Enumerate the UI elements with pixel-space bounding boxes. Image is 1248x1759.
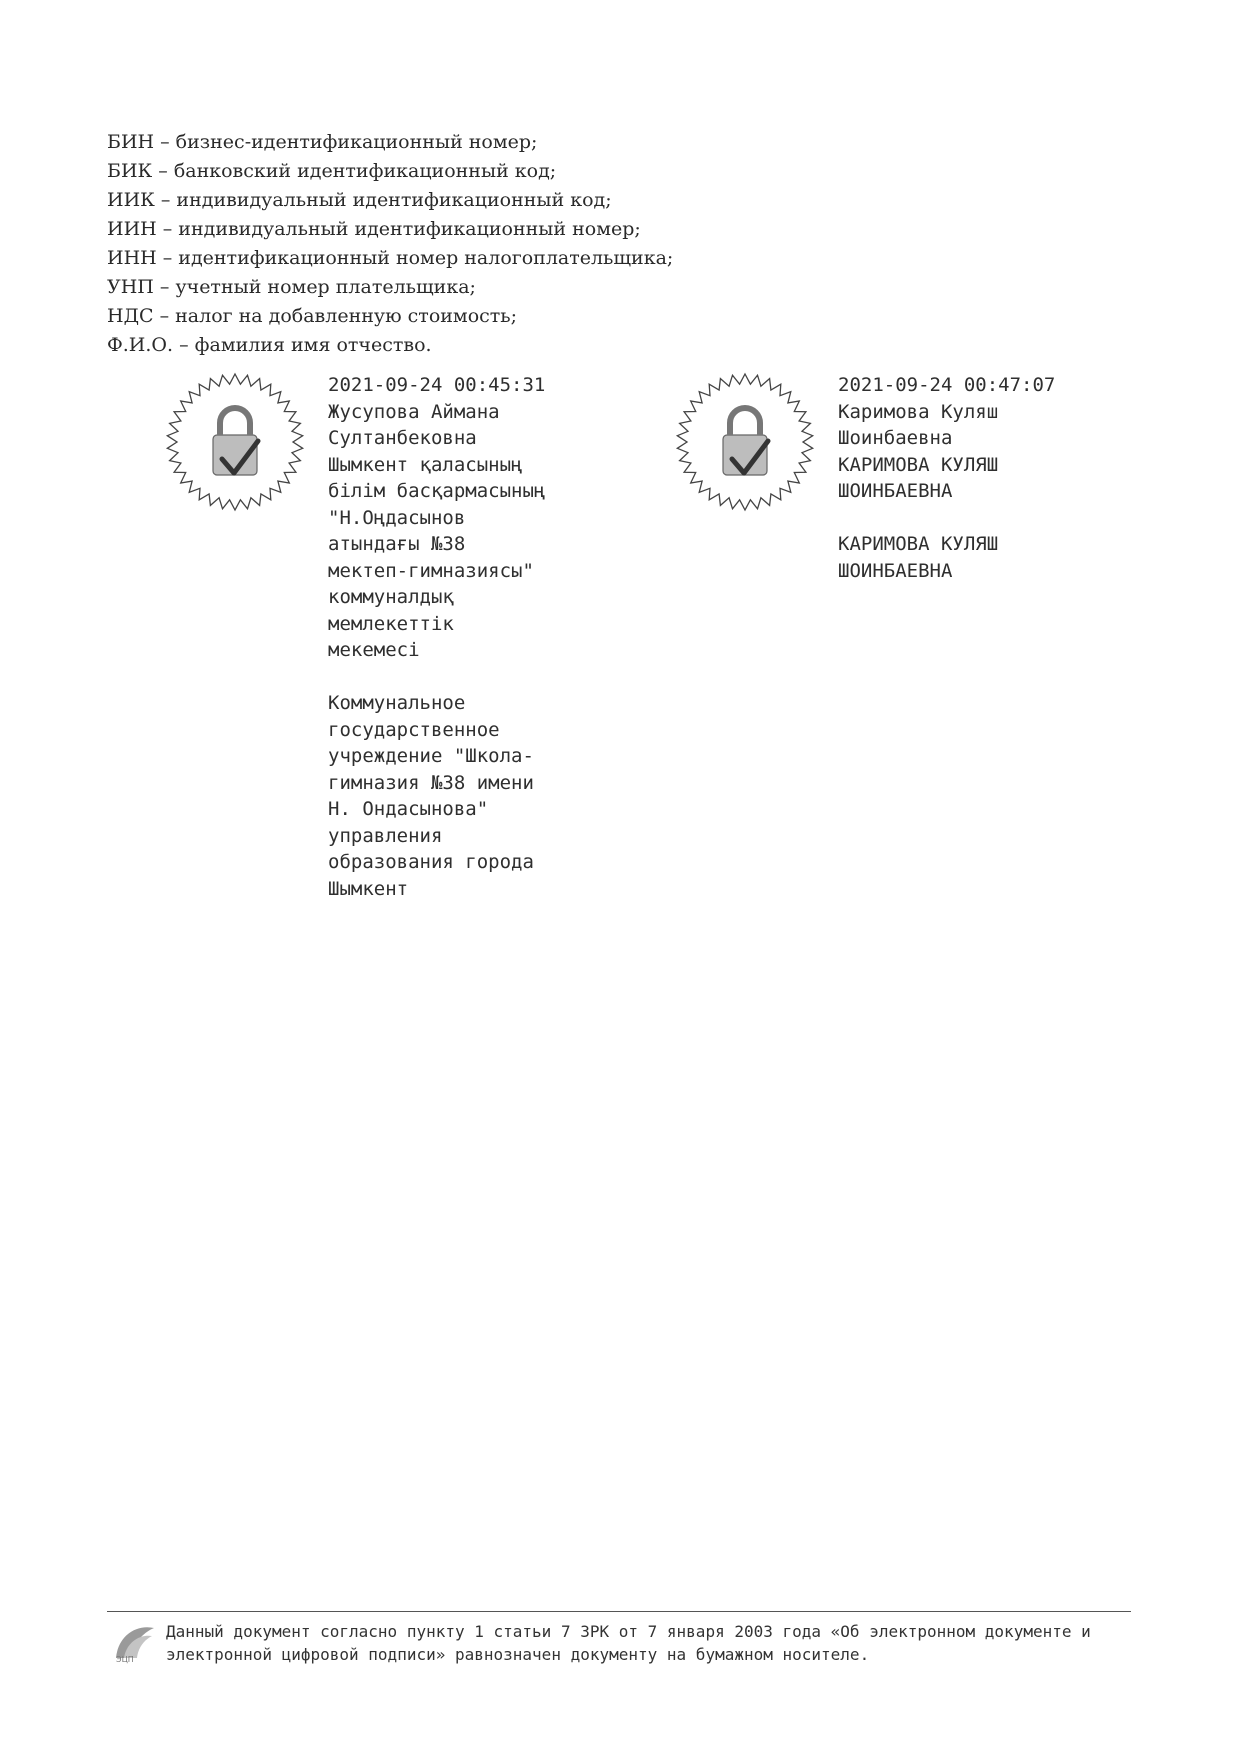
signature-line: мектеп-гимназиясы" <box>328 559 534 582</box>
spacer <box>328 664 568 691</box>
footer-line: электронной цифровой подписи» равнозначен документу на бумажном носителе. <box>166 1645 870 1664</box>
svg-text:ЭЦП: ЭЦП <box>116 1655 134 1664</box>
abbreviation-item: БИН – бизнес-идентификационный номер; <box>107 131 538 153</box>
signature-line: Шымкент қаласының <box>328 453 523 476</box>
signature-line: Шымкент <box>328 877 409 900</box>
footer-line: Данный документ согласно пункту 1 статьи 7 ЗРК от 7 января 2003 года «Об электронном документе и <box>166 1622 1091 1641</box>
signature-line: Шоинбаевна <box>838 427 953 449</box>
abbreviation-item: УНП – учетный номер плательщика; <box>107 276 476 298</box>
signature-line: Жусупова Аймана <box>328 400 500 423</box>
abbreviation-item: НДС – налог на добавленную стоимость; <box>107 305 518 327</box>
signature-line: государственное <box>328 718 500 741</box>
padlock-checkmark-seal-icon <box>160 367 310 517</box>
signature-line: КАРИМОВА КУЛЯШ <box>838 533 999 555</box>
signature-line: управления <box>328 824 443 847</box>
signature-line: Коммунальное <box>328 692 466 714</box>
signature-line: "Н.Оңдасынов <box>328 506 466 529</box>
spacer <box>838 505 1078 532</box>
abbreviation-item: ИИК – индивидуальный идентификационный код; <box>107 189 612 211</box>
padlock-checkmark-seal-icon <box>670 367 820 517</box>
signature-line: гимназия №38 имени <box>328 771 534 794</box>
signature-line: ШОИНБАЕВНА <box>838 559 953 582</box>
signature-timestamp: 2021-09-24 00:47:07 <box>838 374 1056 396</box>
abbreviation-item: Ф.И.О. – фамилия имя отчество. <box>107 334 432 356</box>
signature-line: мекемесі <box>328 639 420 661</box>
signature-line: учреждение "Школа- <box>328 745 534 767</box>
abbreviation-item: БИК – банковский идентификационный код; <box>107 160 557 182</box>
signature-details <box>838 372 1078 584</box>
signature-line: образования города <box>328 851 534 873</box>
signature-line: коммуналдық <box>328 586 454 608</box>
signature-timestamp: 2021-09-24 00:45:31 <box>328 374 546 396</box>
signature-line: КАРИМОВА КУЛЯШ <box>838 453 999 476</box>
signature-line: атындағы №38 <box>328 533 466 555</box>
signature-details <box>328 372 568 902</box>
signature-line: ШОИНБАЕВНА <box>838 480 953 502</box>
abbreviation-item: ИНН – идентификационный номер налогоплательщика; <box>107 247 674 269</box>
egov-logo-icon <box>110 1618 160 1664</box>
abbreviation-list <box>107 128 673 360</box>
abbreviation-item: ИИН – индивидуальный идентификационный номер; <box>107 218 641 240</box>
footer-divider <box>107 1611 1131 1612</box>
signature-line: мемлекеттік <box>328 612 454 635</box>
footer-legal-note <box>166 1620 1126 1666</box>
signature-line: Н. Ондасынова" <box>328 798 489 820</box>
signature-line: білім басқармасының <box>328 480 546 502</box>
signature-line: Султанбековна <box>328 427 477 449</box>
signature-line: Каримова Куляш <box>838 400 999 423</box>
